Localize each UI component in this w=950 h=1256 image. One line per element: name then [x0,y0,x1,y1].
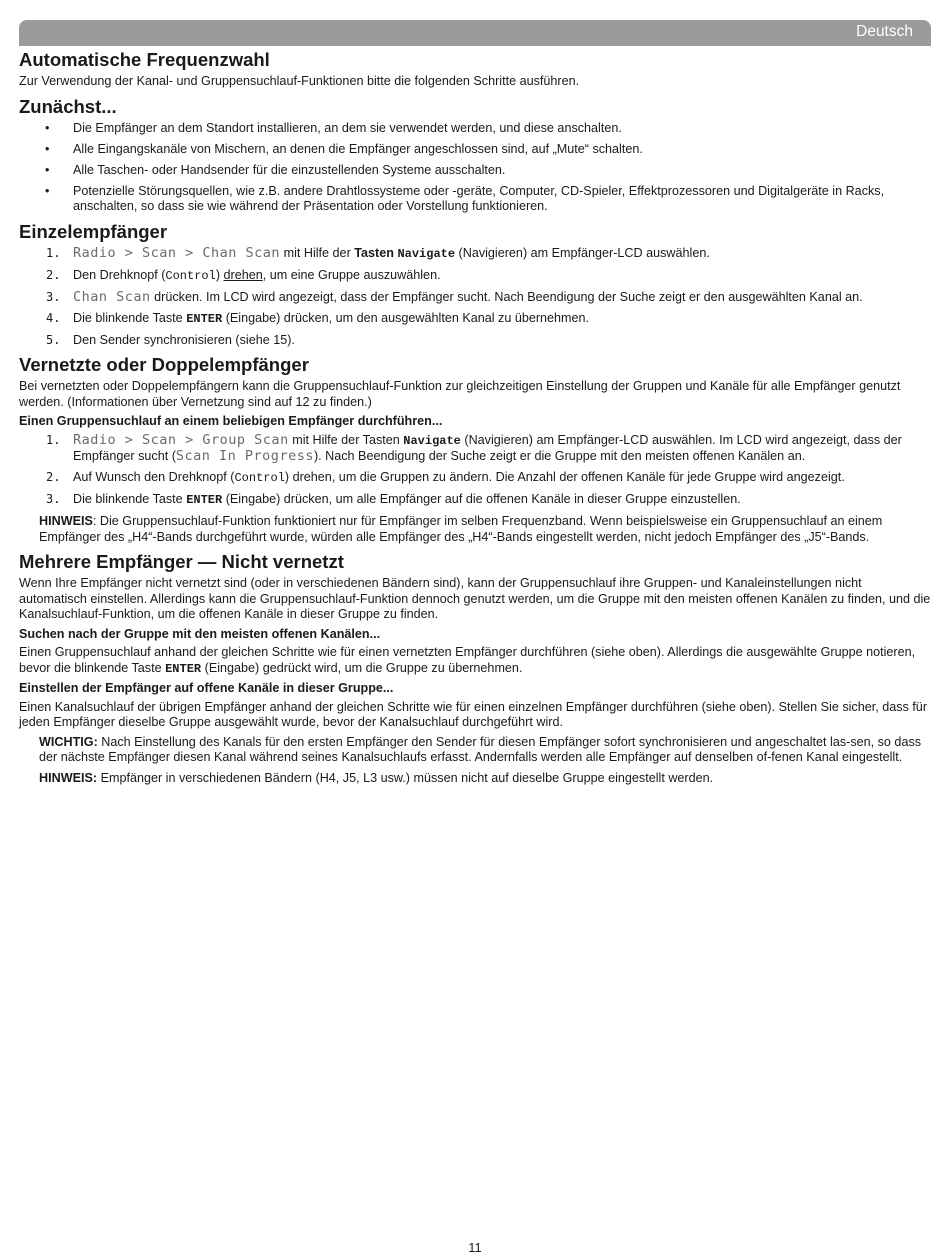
list-item: • Die Empfänger an dem Standort installieren, an dem sie verwendet werden, und diese anschalten. [45,120,622,135]
page-number: 11 [468,1240,482,1255]
networked-subheading: Einen Gruppensuchlauf an einem beliebigen Empfänger durchführen... [19,414,443,428]
control-key-label: Control [234,471,285,485]
language-label: Deutsch [856,23,913,40]
page-title: Automatische Frequenzwahl [19,49,270,70]
bullet-icon: • [45,120,50,135]
section-heading-networked: Vernetzte oder Doppelempfänger [19,354,309,375]
lcd-menu-path: Radio > Scan > Chan Scan [73,244,281,261]
list-item: • Alle Taschen- oder Handsender für die einzustellenden Systeme ausschalten. [45,162,506,177]
navigate-key-label: Navigate [403,433,461,448]
multiple-sub1-text: Einen Gruppensuchlauf anhand der gleichen Schritte wie für einen vernetzten Empfänger durchführen (siehe oben). Allerdings die ausgewählte Gruppe notieren, bevor die blinkende Taste ENTER (Eingabe) gedrückt wird, um die Gruppe zu übernehmen. [19,645,916,676]
multiple-subheading-2: Einstellen der Empfänger auf offene Kanäle in dieser Gruppe... [19,681,394,695]
step-item: 2. Auf Wunsch den Drehknopf (Control) drehen, um die Gruppen zu ändern. Die Anzahl der offenen Kanäle für jede Gruppe wird angezeigt. [46,470,845,485]
multiple-subheading-1: Suchen nach der Gruppe mit den meisten offenen Kanälen... [19,626,381,641]
multiple-sub2-text: Einen Kanalsuchlauf der übrigen Empfänger anhand der gleichen Schritte wie für einen einzelnen Empfänger durchführen (siehe oben). Stellen Sie sicher, dass für jeden Empfänger dieselbe Gruppe ausgewählt wurde, bevor der Kanalsuchlauf durchgeführt wird. [19,699,928,729]
lcd-menu-path: Chan Scan [73,288,151,305]
step-item: 3. Chan Scan drücken. Im LCD wird angezeigt, dass der Empfänger sucht. Nach Beendigung der Suche zeigt er den ausgewählten Kanal an. [46,288,863,305]
section-heading-single: Einzelempfänger [19,220,168,242]
networked-intro: Bei vernetzten oder Doppelempfängern kann die Gruppensuchlauf-Funktion zur gleichzeitigen Einstellung der Gruppen und Kanäle für alle Empfänger genutzt werden. (Informationen über Vernetzung sind auf 12 zu finden.) [19,379,901,409]
enter-key-label: ENTER [165,661,202,676]
list-item: • Potenzielle Störungsquellen, wie z.B. andere Drahtlossysteme oder -geräte, Computer, CD-Spieler, Effektprozessoren und Digitalgeräte in Racks, anschalten, so dass sie wie während der Präsentation oder Vorstellung funktionieren. [45,183,885,213]
lcd-status-text: Scan In Progress [175,448,314,464]
single-receiver-steps [19,246,931,349]
step-item: 1. Radio > Scan > Group Scan mit Hilfe der Tasten Navigate (Navigieren) am Empfänger-LCD auswählen. Im LCD wird angezeigt, dass der Empfänger sucht (Scan In Progress). Nach Beendigung der Suche zeigt er die Gruppe mit den meisten offenen Kanälen an. [46,431,902,464]
section-heading-first: Zunächst... [19,95,117,117]
networked-steps [19,433,931,509]
bullet-icon: • [45,183,50,198]
bullet-icon: • [45,141,50,156]
first-steps-list [19,121,931,215]
lcd-menu-path: Radio > Scan > Group Scan [73,431,289,448]
navigate-key-label: Navigate [397,246,456,261]
enter-key-label: ENTER [186,311,223,326]
control-key-label: Control [165,268,216,283]
step-item: 3. Die blinkende Taste ENTER (Eingabe) drücken, um alle Empfänger auf die offenen Kanäle in dieser Gruppe einzustellen. [46,492,741,507]
step-item: 4. Die blinkende Taste ENTER (Eingabe) drücken, um den ausgewählten Kanal zu übernehmen. [46,310,590,326]
language-header-bar [19,20,931,46]
section-heading-multiple: Mehrere Empfänger — Nicht vernetzt [19,551,344,572]
intro-text: Zur Verwendung der Kanal- und Gruppensuchlauf-Funktionen bitte die folgenden Schritte ausführen. [19,74,580,88]
enter-key-label: ENTER [186,493,223,507]
multiple-intro: Wenn Ihre Empfänger nicht vernetzt sind (oder in verschiedenen Bändern sind), kann der Gruppensuchlauf ihre Gruppen- und Kanaleinstellungen nicht automatisch einstellen. Allerdings kann die Gruppensuchlauf-Funktion dennoch genutzt werden, um die Gruppe mit den meisten offenen Kanälen zu finden, und die Kanalsuchlauf-Funktion, um die offenen Kanäle in dieser Gruppe zu finden. [19,576,931,621]
step-item: 5. Den Sender synchronisieren (siehe 15). [46,332,295,347]
step-item: 1. Radio > Scan > Chan Scan mit Hilfe der Tasten Navigate (Navigieren) am Empfänger-LCD auswählen. [46,244,710,261]
networked-note: HINWEIS: Die Gruppensuchlauf-Funktion funktioniert nur für Empfänger im selben Frequenzband. Wenn beispielsweise ein Gruppensuchlauf an einem Empfänger des „H4“-Bands durchgeführt wurde, würden alle Empfänger des „H4“-Bands eingestellt werden, nicht jedoch Empfänger des „J5“-Bands. [39,514,883,544]
list-item: • Alle Eingangskanäle von Mischern, an denen die Empfänger angeschlossen sind, auf „Mute“ schalten. [45,141,643,156]
multiple-note: HINWEIS: Empfänger in verschiedenen Bändern (H4, J5, L3 usw.) müssen nicht auf dieselbe Gruppe eingestellt werden. [39,770,714,785]
bullet-icon: • [45,162,50,177]
important-note: WICHTIG: Nach Einstellung des Kanals für den ersten Empfänger den Sender für diesen Empfänger sofort synchronisieren und angeschaltet las-sen, so dass der nächste Empfänger diesen Kanal während seines Kanalsuchlaufs erfasst. Andernfalls werden alle Empfänger auf denselben of-fenen Kanal eingestellt. [39,734,922,764]
page [19,20,931,791]
step-item: 2. Den Drehknopf (Control) drehen, um eine Gruppe auszuwählen. [46,267,441,283]
